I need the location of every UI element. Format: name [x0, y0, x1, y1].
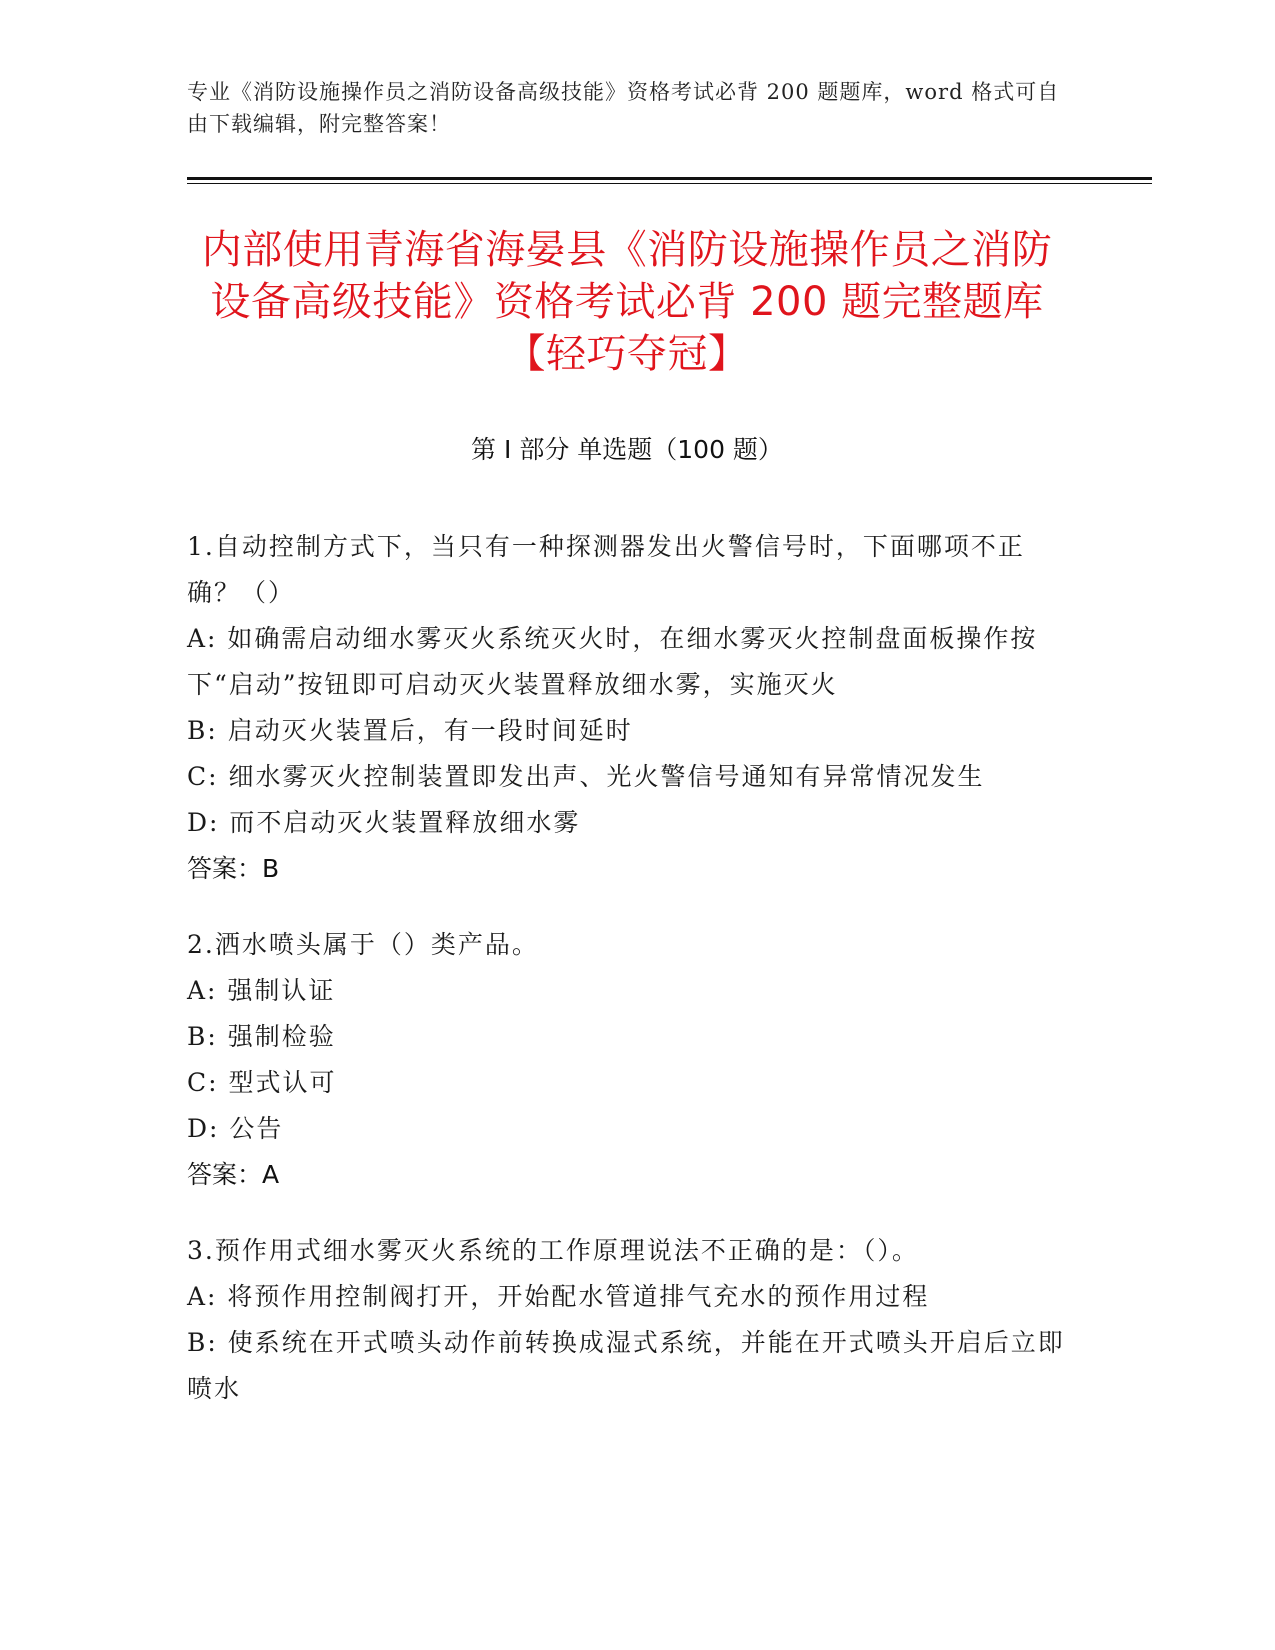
- option-b: B: 强制检验: [187, 1022, 336, 1051]
- option-a: A: 如确需启动细水雾灭火系统灭火时，在细水雾灭火控制盘面板操作按下“启动”按钮即可启动灭火装置释放细水雾，实施灭火: [187, 624, 1038, 699]
- option-c: C: 细水雾灭火控制装置即发出声、光火警信号通知有异常情况发生: [187, 762, 985, 791]
- option-b: B: 启动灭火装置后，有一段时间延时: [187, 716, 633, 745]
- question-list: [187, 524, 1067, 1442]
- header-divider-thick: [187, 177, 1152, 180]
- document-title: 内部使用青海省海晏县《消防设施操作员之消防设备高级技能》资格考试必背 200 题完整题库【轻巧夺冠】: [201, 227, 1053, 377]
- question-stem: 1.自动控制方式下，当只有一种探测器发出火警信号时，下面哪项不正确？（）: [187, 532, 1025, 607]
- answer-line: 答案：A: [187, 1160, 280, 1189]
- header-divider-thin: [187, 183, 1152, 184]
- question-3: [187, 1228, 1067, 1412]
- option-a: A: 强制认证: [187, 976, 336, 1005]
- section-heading: 第 I 部分 单选题（100 题）: [471, 435, 783, 464]
- question-1: [187, 524, 1067, 892]
- option-d: D: 公告: [187, 1114, 284, 1143]
- question-stem: 2.洒水喷头属于（）类产品。: [187, 930, 539, 959]
- option-c: C: 型式认可: [187, 1068, 337, 1097]
- answer-line: 答案：B: [187, 854, 280, 883]
- question-2: [187, 922, 1067, 1198]
- option-d: D: 而不启动灭火装置释放细水雾: [187, 808, 581, 837]
- option-b: B: 使系统在开式喷头动作前转换成湿式系统，并能在开式喷头开启后立即喷水: [187, 1328, 1065, 1403]
- question-stem: 3.预作用式细水雾灭火系统的工作原理说法不正确的是：（）。: [187, 1236, 919, 1265]
- option-a: A: 将预作用控制阀打开，开始配水管道排气充水的预作用过程: [187, 1282, 930, 1311]
- header-note: 专业《消防设施操作员之消防设备高级技能》资格考试必背 200 题题库，word 格式可自由下载编辑，附完整答案！: [187, 80, 1060, 136]
